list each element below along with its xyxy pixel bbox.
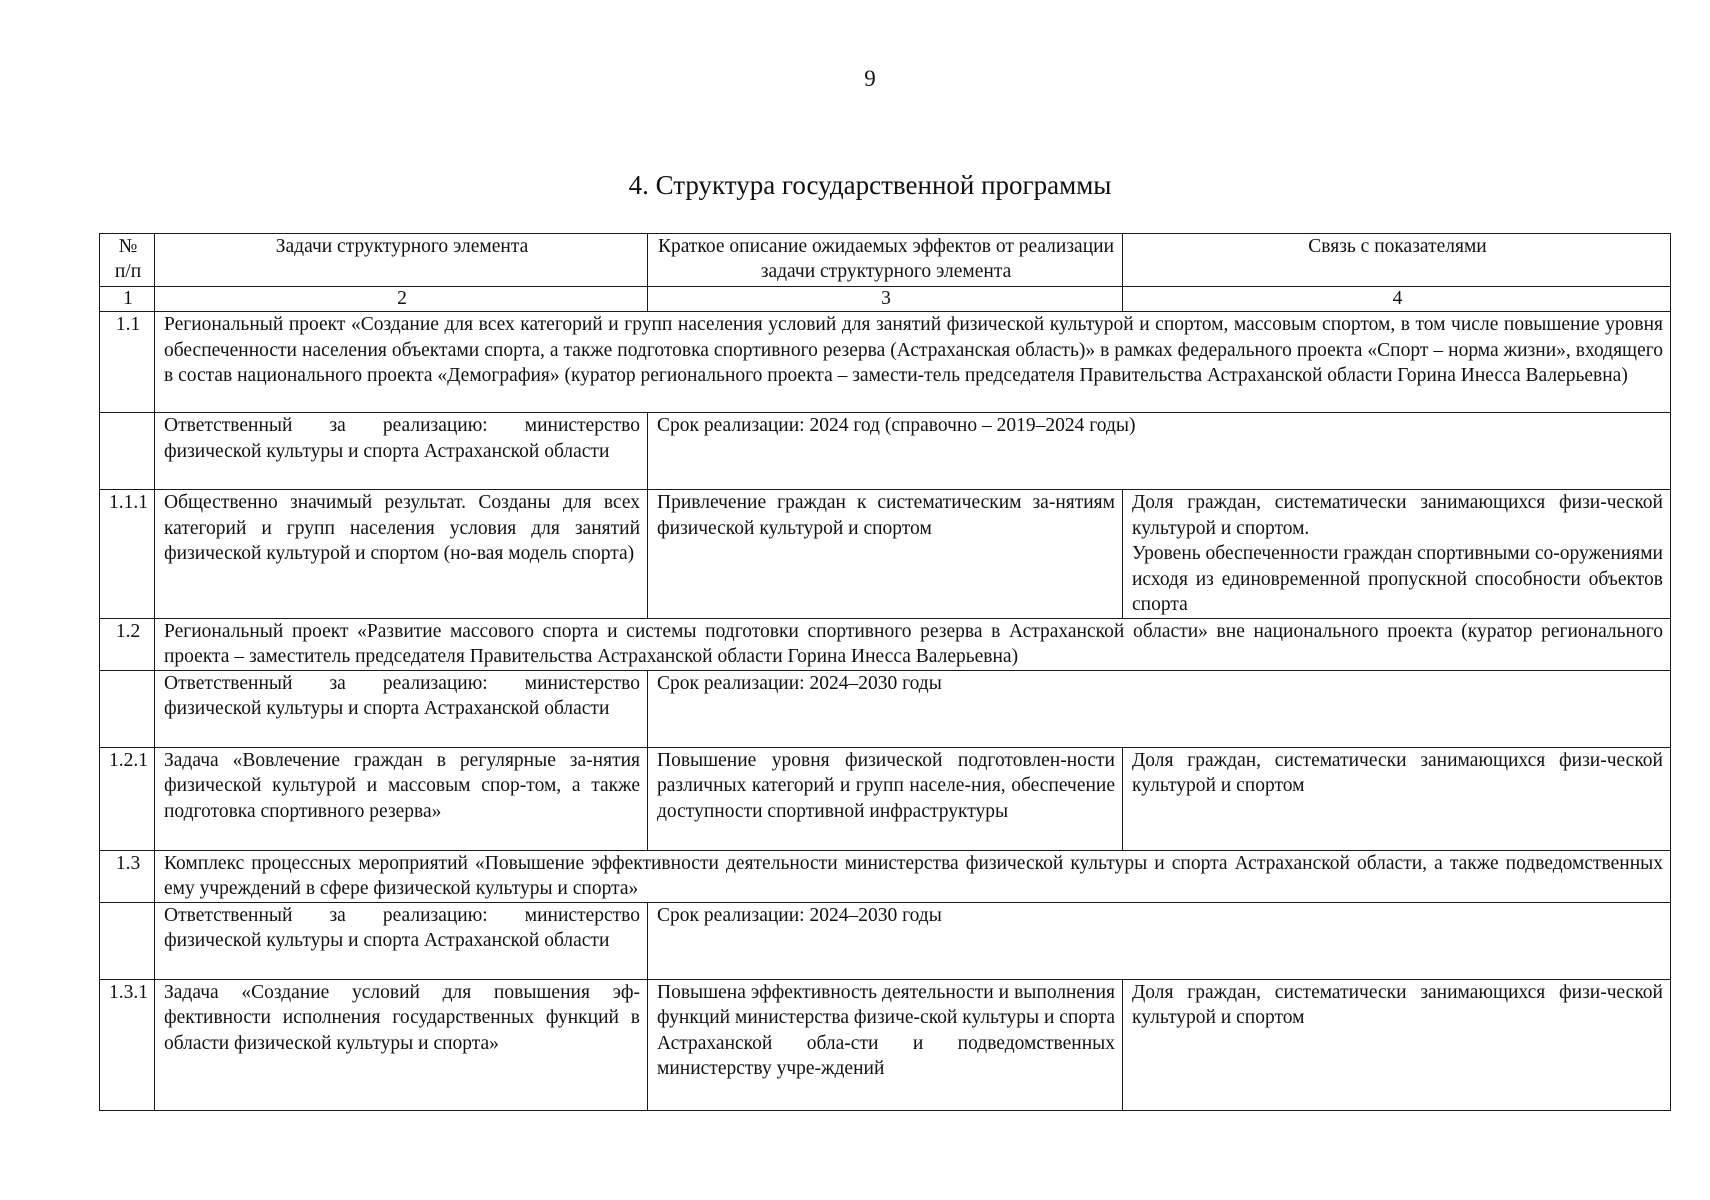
effect-cell: Привлечение граждан к систематическим за-нятиям физической культурой и спортом (648, 490, 1123, 619)
row-number: 1.3 (100, 850, 155, 902)
effect-cell: Повышена эффективность деятельности и выполнения функций министерства физиче-ской культуры и спорта Астраханской обла-сти и подведомственных министерству учре-ждений (648, 979, 1123, 1110)
task-cell: Общественно значимый результат. Созданы для всех категорий и групп населения условия для занятий физической культурой и спортом (но-вая модель спорта) (155, 490, 648, 619)
row-number: 1.1.1 (100, 490, 155, 619)
header-tasks: Задачи структурного элемента (155, 234, 648, 287)
table-row-section (100, 618, 1671, 670)
table-row-section (100, 312, 1671, 413)
row-number-empty (100, 670, 155, 747)
indicators-cell (1123, 490, 1671, 619)
column-number: 2 (155, 287, 648, 312)
row-number-empty (100, 902, 155, 979)
section-description: Региональный проект «Развитие массового спорта и системы подготовки спортивного резерва в Астраханской области» вне национального проекта (куратор регионального проекта – заместитель председателя Правительства Астраханской области Горина Инесса Валерьевна) (155, 618, 1671, 670)
indicator-item: Доля граждан, систематически занимающихся физи-ческой культурой и спортом. (1132, 492, 1663, 539)
header-num: № п/п (100, 234, 155, 287)
table-row-task (100, 747, 1671, 850)
header-indicators: Связь с показателями (1123, 234, 1671, 287)
row-number: 1.1 (100, 312, 155, 413)
table-row-responsible (100, 670, 1671, 747)
section-description: Региональный проект «Создание для всех категорий и групп населения условий для занятий физической культурой и спортом, массовым спортом, в том числе повышение уровня обеспеченности населения объектами спорта, а также подготовка спортивного резерва (Астраханская область)» в рамках федерального проекта «Спорт – норма жизни», входящего в состав национального проекта «Демография» (куратор регионального проекта – замести-тель председателя Правительства Астраханской области Горина Инесса Валерьевна) (155, 312, 1671, 413)
term-cell: Срок реализации: 2024 год (справочно – 2019–2024 годы) (648, 413, 1671, 490)
table-row-task (100, 979, 1671, 1110)
header-effects: Краткое описание ожидаемых эффектов от реализации задачи структурного элемента (648, 234, 1123, 287)
structure-table (99, 233, 1671, 1111)
table-row-responsible (100, 413, 1671, 490)
indicators-cell (1123, 979, 1671, 1110)
row-number-empty (100, 413, 155, 490)
column-number-row (100, 287, 1671, 312)
effect-cell: Повышение уровня физической подготовлен-ности различных категорий и групп населе-ния, обеспечение доступности спортивной инфраструктуры (648, 747, 1123, 850)
table-header-row (100, 234, 1671, 287)
section-description: Комплекс процессных мероприятий «Повышение эффективности деятельности министерства физической культуры и спорта Астраханской области, а также подведомственных ему учреждений в сфере физической культуры и спорта» (155, 850, 1671, 902)
term-cell: Срок реализации: 2024–2030 годы (648, 902, 1671, 979)
indicators-cell (1123, 747, 1671, 850)
table-row-section (100, 850, 1671, 902)
responsible-cell: Ответственный за реализацию: министерство физической культуры и спорта Астраханской области (155, 670, 648, 747)
section-title: 4. Структура государственной программы (628, 170, 1112, 200)
row-number: 1.2.1 (100, 747, 155, 850)
column-number: 1 (100, 287, 155, 312)
row-number: 1.2 (100, 618, 155, 670)
term-cell: Срок реализации: 2024–2030 годы (648, 670, 1671, 747)
task-cell: Задача «Вовлечение граждан в регулярные за-нятия физической культурой и массовым спор-том, а также подготовка спортивного резерва» (155, 747, 648, 850)
page-number: 9 (864, 66, 876, 91)
responsible-cell: Ответственный за реализацию: министерство физической культуры и спорта Астраханской области (155, 413, 648, 490)
row-number: 1.3.1 (100, 979, 155, 1110)
table-row-responsible (100, 902, 1671, 979)
table-row-task (100, 490, 1671, 619)
indicator-item: Доля граждан, систематически занимающихся физи-ческой культурой и спортом (1132, 749, 1663, 796)
indicator-item: Уровень обеспеченности граждан спортивными со-оружениями исходя из единовременной пропускной способности объектов спорта (1132, 543, 1663, 615)
responsible-cell: Ответственный за реализацию: министерство физической культуры и спорта Астраханской области (155, 902, 648, 979)
column-number: 4 (1123, 287, 1671, 312)
task-cell: Задача «Создание условий для повышения эф-фективности исполнения государственных функций в области физической культуры и спорта» (155, 979, 648, 1110)
column-number: 3 (648, 287, 1123, 312)
indicator-item: Доля граждан, систематически занимающихся физи-ческой культурой и спортом (1132, 981, 1663, 1028)
